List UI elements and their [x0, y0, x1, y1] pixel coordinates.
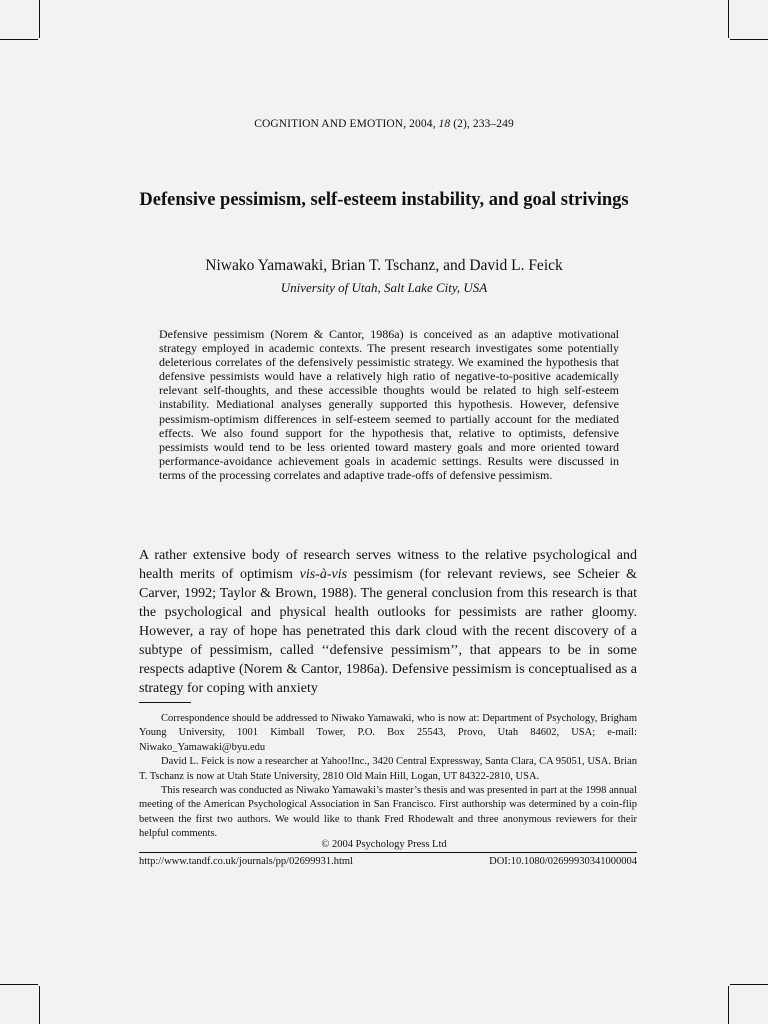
- abstract: Defensive pessimism (Norem & Cantor, 1986a) is conceived as an adaptive motivational strategy employed in academic contexts. The present research investigates some potentially deleterious correlates of the defensively pessimistic strategy. We examined the hypothesis that defensive pessimists would have a relatively high ratio of negative-to-positive academically relevant self-thoughts, and these accessible thoughts would be related to high self-esteem instability. Mediational analyses generally supported this hypothesis. However, defensive pessimism-optimism differences in self-esteem seemed to partially account for the mediated effects. We also found support for the hypothesis that, relative to optimists, defensive pessimists would tend to be less oriented toward mastery goals and more oriented toward performance-avoidance achievement goals in academic settings. Results were discussed in terms of the processing correlates and adaptive trade-offs of defensive pessimism.: [159, 327, 619, 482]
- journal-volume: 18: [438, 118, 451, 130]
- journal-header: [0, 118, 768, 130]
- crop-mark-top-left-v: [39, 0, 40, 38]
- article-authors: Niwako Yamawaki, Brian T. Tschanz, and David L. Feick: [205, 257, 563, 274]
- author-affiliation: University of Utah, Salt Lake City, USA: [280, 280, 488, 295]
- body-text-part-2: pessimism (for relevant reviews, see Scheier & Carver, 1992; Taylor & Brown, 1988). The general conclusion from this research is that the psychological and physical health outlooks for pessimists are rather gloomy. However, a ray of hope has penetrated this dark cloud with the recent discovery of a subtype of pessimism, called ‘‘defensive pessimism’’, that appears to be in some respects adaptive (Norem & Cantor, 1986a). Defensive pessimism is conceptualised as a strategy for coping with anxiety: [139, 567, 637, 696]
- crop-mark-top-right-v: [728, 0, 729, 38]
- body-text-vis-a-vis: vis-à-vis: [299, 567, 348, 582]
- journal-pages: (2), 233–249: [450, 118, 514, 130]
- article-title: Defensive pessimism, self-esteem instability, and goal strivings: [139, 190, 629, 210]
- body-text: [139, 546, 637, 698]
- crop-mark-bottom-left-v: [39, 986, 40, 1024]
- footnote-rule: [139, 702, 191, 703]
- footnote-author-affiliations: David L. Feick is now a researcher at Yahoo!Inc., 3420 Central Expressway, Santa Clara, CA 95051, USA. Brian T. Tschanz is now at Utah State University, 2810 Old Main Hill, Logan, UT 84322-2810, USA.: [139, 756, 637, 782]
- crop-mark-bottom-left-h: [0, 984, 38, 985]
- crop-mark-bottom-right-h: [730, 984, 768, 985]
- body-text-part-1: A rather extensive body of research serves witness to the relative psychological and health merits of optimism: [139, 548, 637, 582]
- journal-name: COGNITION AND EMOTION, 2004,: [254, 118, 439, 130]
- crop-mark-bottom-right-v: [728, 986, 729, 1024]
- footnote-acknowledgements: This research was conducted as Niwako Yamawaki’s master’s thesis and was presented in part at the 1998 annual meeting of the American Psychological Association in San Francisco. First authorship was determined by a coin-flip between the first two authors. We would like to thank Fred Rhodewalt and three anonymous reviewers for their helpful comments.: [139, 785, 637, 840]
- copyright-notice: © 2004 Psychology Press Ltd: [321, 839, 447, 850]
- doi: DOI:10.1080/02699930341000004: [489, 856, 637, 867]
- footnotes: [139, 712, 637, 842]
- crop-mark-top-left-h: [0, 39, 38, 40]
- footnote-correspondence: Correspondence should be addressed to Niwako Yamawaki, who is now at: Department of Psychology, Brigham Young University, 1001 Kimball Tower, P.O. Box 25543, Provo, Utah 84602, USA; e-mail: Niwako_Yamawaki@byu.edu: [139, 713, 637, 753]
- footer-rule: [139, 852, 637, 853]
- crop-mark-top-right-h: [730, 39, 768, 40]
- journal-url[interactable]: http://www.tandf.co.uk/journals/pp/02699931.html: [139, 856, 353, 867]
